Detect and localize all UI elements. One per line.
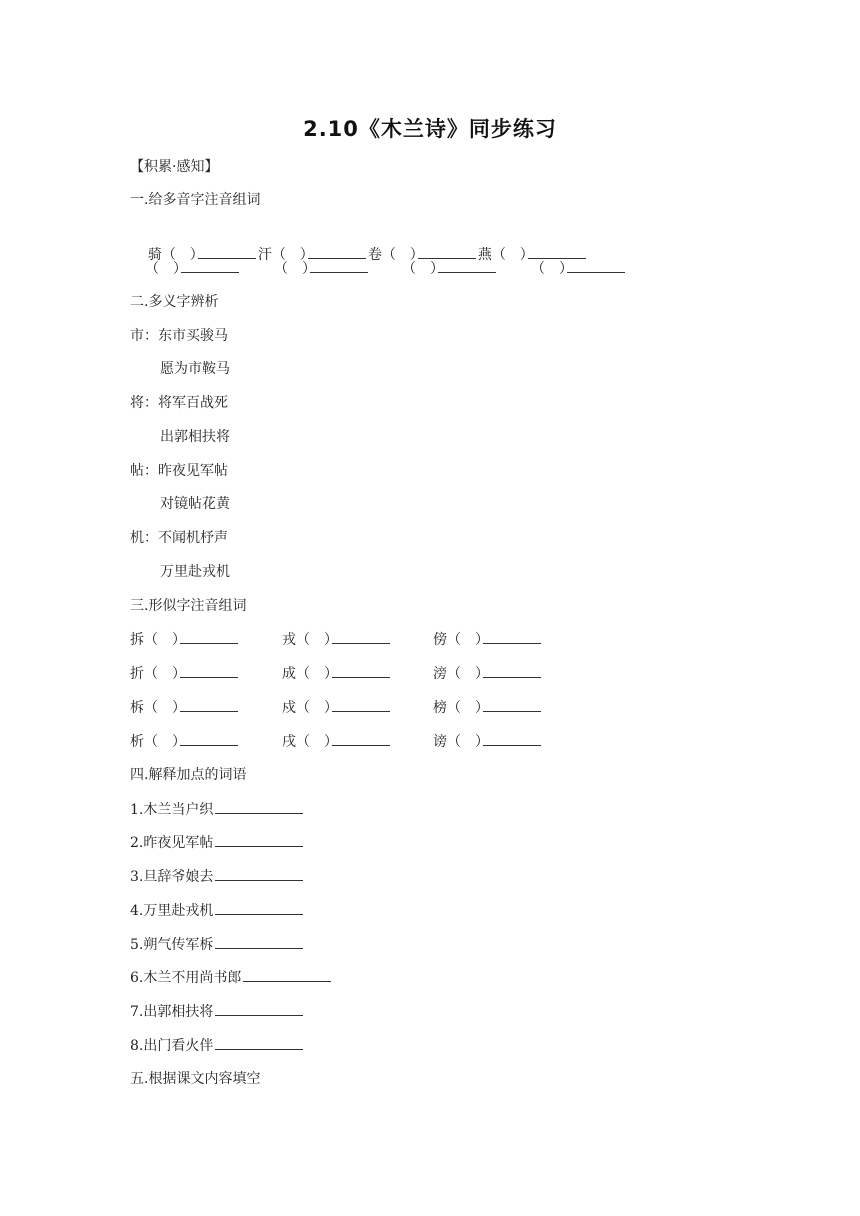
q3-cell[interactable]: 折（ ） (130, 663, 240, 684)
q2-heading: 二.多义字辨析 (130, 294, 219, 310)
q3-heading: 三.形似字注音组词 (130, 598, 247, 614)
q3-cell[interactable]: 戌（ ） (282, 731, 392, 752)
q3-cell[interactable]: 谤（ ） (433, 731, 543, 752)
word-blank[interactable] (308, 244, 366, 259)
pinyin-paren[interactable]: （ ） (161, 247, 204, 263)
word-blank[interactable] (528, 244, 586, 259)
q3-cell[interactable]: 柝（ ） (130, 697, 240, 718)
q1-row-2-d[interactable]: （ ） (531, 258, 627, 279)
section-tag: 【积累·感知】 (130, 159, 219, 175)
q1-char: 燕 (477, 247, 492, 263)
q4-item[interactable]: 6.木兰不用尚书郎 (130, 967, 333, 988)
q2-item-1-b: 愿为市鞍马 (160, 361, 230, 377)
q3-cell[interactable]: 戎（ ） (282, 629, 392, 650)
q4-item[interactable]: 4.万里赴戎机 (130, 900, 305, 921)
q5-heading: 五.根据课文内容填空 (130, 1071, 261, 1087)
q4-item[interactable]: 1.木兰当户织 (130, 799, 305, 820)
pinyin-paren[interactable]: （ ） (381, 247, 424, 263)
q2-item-2-b: 出郭相扶将 (160, 429, 230, 445)
q3-cell[interactable]: 成（ ） (282, 663, 392, 684)
word-blank[interactable] (418, 244, 476, 259)
q3-cell[interactable]: 滂（ ） (433, 663, 543, 684)
q3-cell[interactable]: 傍（ ） (433, 629, 543, 650)
q2-item-3-b: 对镜帖花黄 (160, 496, 230, 512)
q3-cell[interactable]: 戍（ ） (282, 697, 392, 718)
pinyin-paren[interactable]: （ ） (491, 247, 534, 263)
q1-row-2-c[interactable]: （ ） (402, 258, 498, 279)
q4-heading: 四.解释加点的词语 (130, 767, 247, 783)
q2-item-2: 将：将军百战死 (130, 395, 228, 411)
word-blank[interactable] (198, 244, 256, 259)
q1-char: 卷 (367, 247, 382, 263)
q1-char: 骑 (147, 247, 162, 263)
q3-cell[interactable]: 析（ ） (130, 731, 240, 752)
q4-item[interactable]: 3.旦辞爷娘去 (130, 866, 305, 887)
q4-item[interactable]: 8.出门看火伴 (130, 1035, 305, 1056)
page-title: 2.10《木兰诗》同步练习 (303, 117, 557, 141)
q3-cell[interactable]: 拆（ ） (130, 629, 240, 650)
q4-item[interactable]: 7.出郭相扶将 (130, 1001, 305, 1022)
q1-heading: 一.给多音字注音组词 (130, 192, 261, 208)
q4-item[interactable]: 5.朔气传军柝 (130, 934, 305, 955)
q3-cell[interactable]: 榜（ ） (433, 697, 543, 718)
pinyin-paren[interactable]: （ ） (271, 247, 314, 263)
q1-char: 汗 (257, 247, 272, 263)
q1-row-2-a[interactable]: （ ） (145, 258, 241, 279)
q2-item-1: 市：东市买骏马 (130, 328, 228, 344)
q1-row-2-b[interactable]: （ ） (274, 258, 370, 279)
q2-item-4-b: 万里赴戎机 (160, 564, 230, 580)
q2-item-3: 帖：昨夜见军帖 (130, 463, 228, 479)
q2-item-4: 机：不闻机杼声 (130, 530, 228, 546)
q4-item[interactable]: 2.昨夜见军帖 (130, 832, 305, 853)
